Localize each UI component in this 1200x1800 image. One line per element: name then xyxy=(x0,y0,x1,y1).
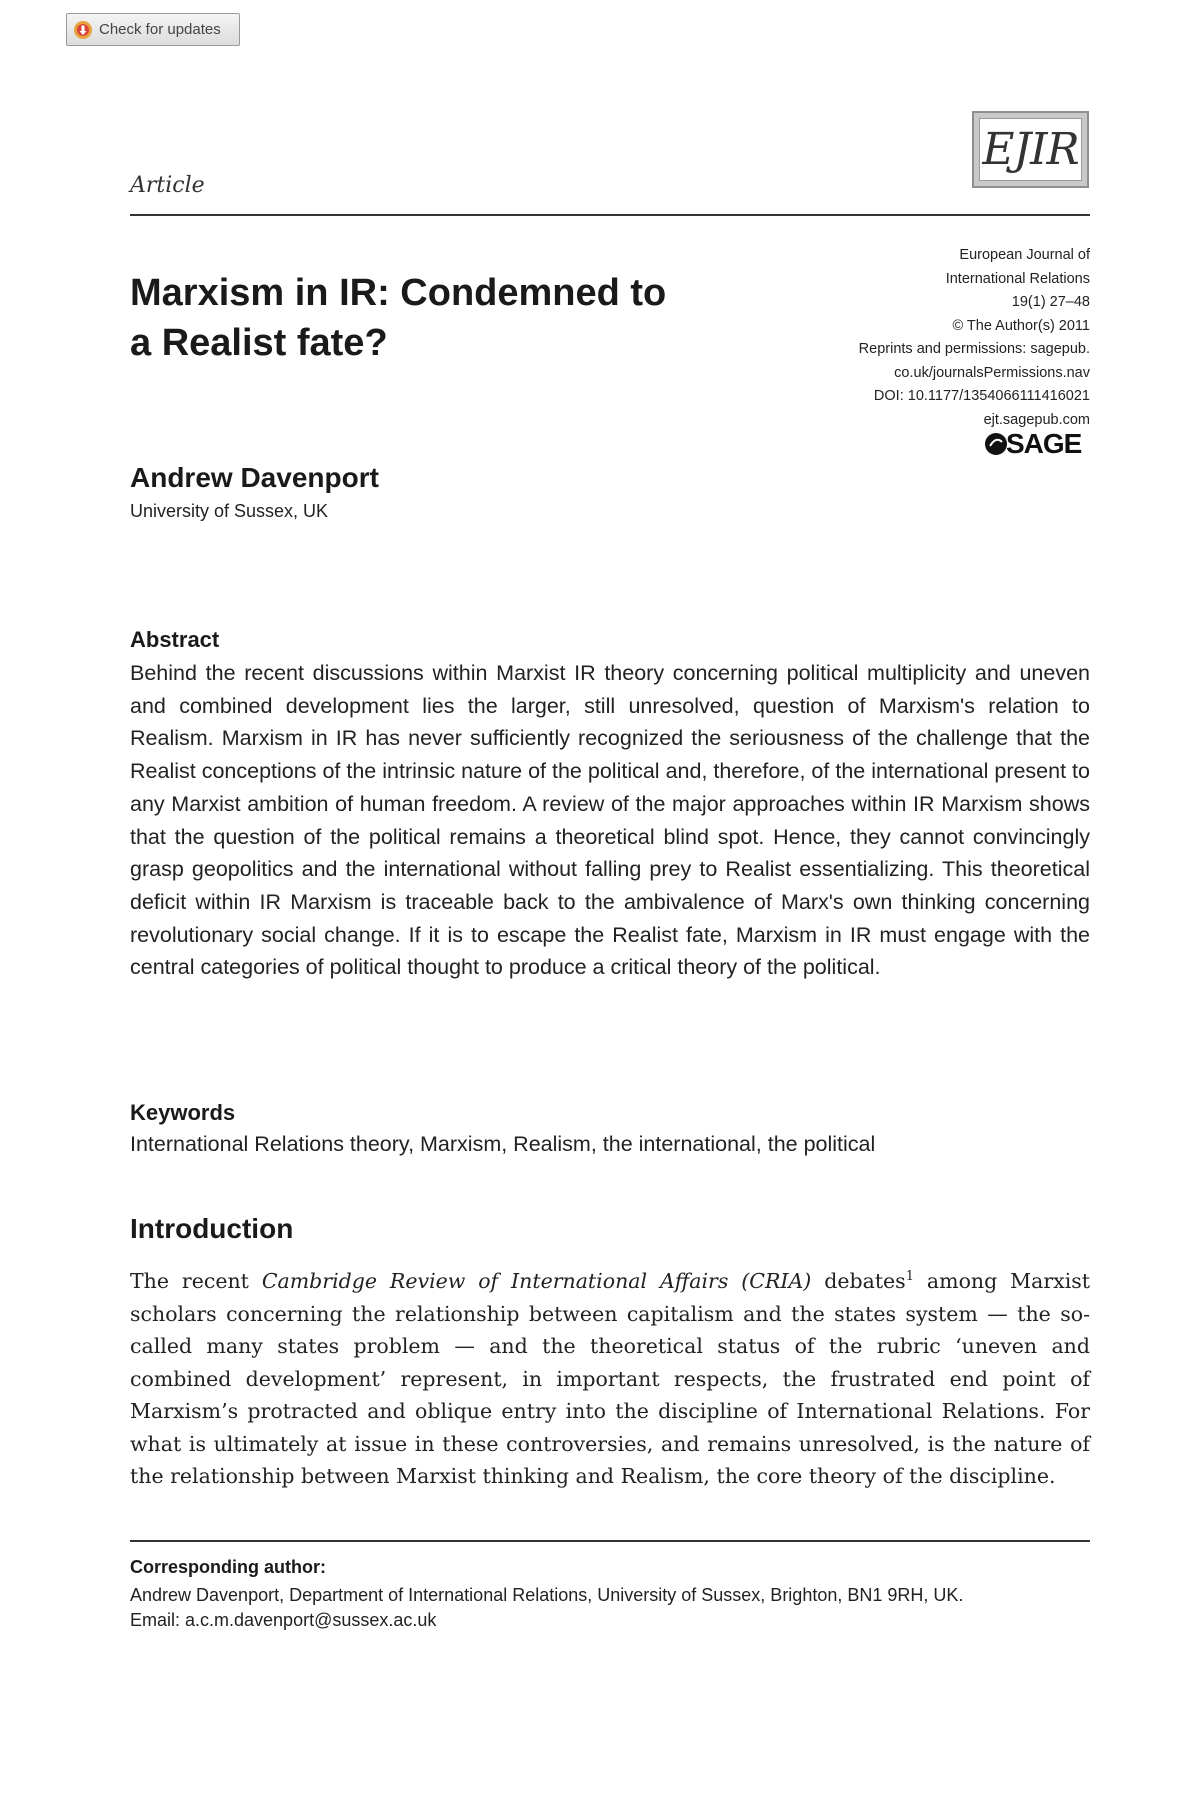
author-affiliation: University of Sussex, UK xyxy=(130,501,329,521)
journal-info-line: ejt.sagepub.com xyxy=(983,411,1090,428)
introduction-heading: Introduction xyxy=(130,1213,294,1244)
paper-title-line-1: Marxism in IR: Condemned to xyxy=(130,272,667,314)
intro-journal-name: Cambridge Review of International Affairs (CRIA) xyxy=(261,1269,812,1293)
footnote-marker[interactable]: 1 xyxy=(905,1269,914,1285)
corresponding-author-details xyxy=(130,1583,1090,1633)
intro-after-italic: debates xyxy=(811,1269,906,1293)
journal-info xyxy=(790,244,1090,432)
corresponding-author-email[interactable]: Email: a.c.m.davenport@sussex.ac.uk xyxy=(130,1610,437,1630)
update-badge-icon xyxy=(73,20,93,40)
journal-info-line: © The Author(s) 2011 xyxy=(952,317,1090,334)
keywords-text: International Relations theory, Marxism, Realism, the international, the political xyxy=(130,1132,876,1156)
paper-title-line-2: a Realist fate? xyxy=(130,322,388,364)
sage-logo xyxy=(984,428,1081,460)
check-for-updates-button[interactable] xyxy=(66,13,240,46)
header-divider xyxy=(130,214,1090,216)
sage-logo-text: SAGE xyxy=(1006,428,1082,459)
journal-info-line: 19(1) 27–48 xyxy=(1011,294,1090,310)
introduction-paragraph xyxy=(130,1265,1090,1493)
abstract-heading: Abstract xyxy=(130,627,220,652)
sage-swirl-icon xyxy=(984,432,1008,456)
journal-info-line: Reprints and permissions: sagepub. xyxy=(858,341,1090,357)
intro-body: among Marxist scholars concerning the relationship between capitalism and the states system — the so-called many states problem — and the theoretical status of the rubric ‘uneven and combined development’ represent, in important respects, the frustrated end point of Marxism’s protracted and oblique entry into the discipline of International Relations. For what is ultimately at issue in these controversies, and remains unresolved, is the nature of the relationship between Marxist thinking and Realism, the core theory of the discipline. xyxy=(130,1269,1091,1488)
corresponding-author-address: Andrew Davenport, Department of International Relations, University of Sussex, Brighton, BN1 9RH, UK. xyxy=(130,1585,964,1605)
author-name: Andrew Davenport xyxy=(130,462,379,493)
check-for-updates-label: Check for updates xyxy=(99,21,221,38)
journal-info-line: DOI: 10.1177/1354066111416021 xyxy=(873,388,1090,404)
journal-info-line: European Journal of xyxy=(959,247,1090,263)
article-type-label: Article xyxy=(130,173,205,198)
footer-divider xyxy=(130,1540,1090,1542)
journal-logo-text: EJIR xyxy=(979,118,1082,181)
keywords-heading: Keywords xyxy=(130,1100,236,1125)
journal-info-line: co.uk/journalsPermissions.nav xyxy=(894,364,1090,381)
abstract-text: Behind the recent discussions within Marxist IR theory concerning political multiplicity and uneven and combined development lies the larger, still unresolved, question of Marxism's relation to Realism. Marxism in IR has never sufficiently recognized the seriousness of the challenge that the Realist conceptions of the intrinsic nature of the political and, therefore, of the international present to any Marxist ambition of human freedom. A review of the major approaches within IR Marxism shows that the question of the political remains a theoretical blind spot. Hence, they cannot convincingly grasp geopolitics and the international without falling prey to Realist essentializing. This theoretical deficit within IR Marxism is traceable back to the ambivalence of Marx's own thinking concerning revolutionary social change. If it is to escape the Realist fate, Marxism in IR must engage with the central categories of political thought to produce a critical theory of the political. xyxy=(130,661,1090,980)
paper-title xyxy=(130,268,790,368)
corresponding-author-heading: Corresponding author: xyxy=(130,1557,326,1577)
journal-logo xyxy=(972,111,1089,188)
intro-lead: The recent xyxy=(130,1269,262,1293)
journal-info-line: International Relations xyxy=(945,270,1090,287)
